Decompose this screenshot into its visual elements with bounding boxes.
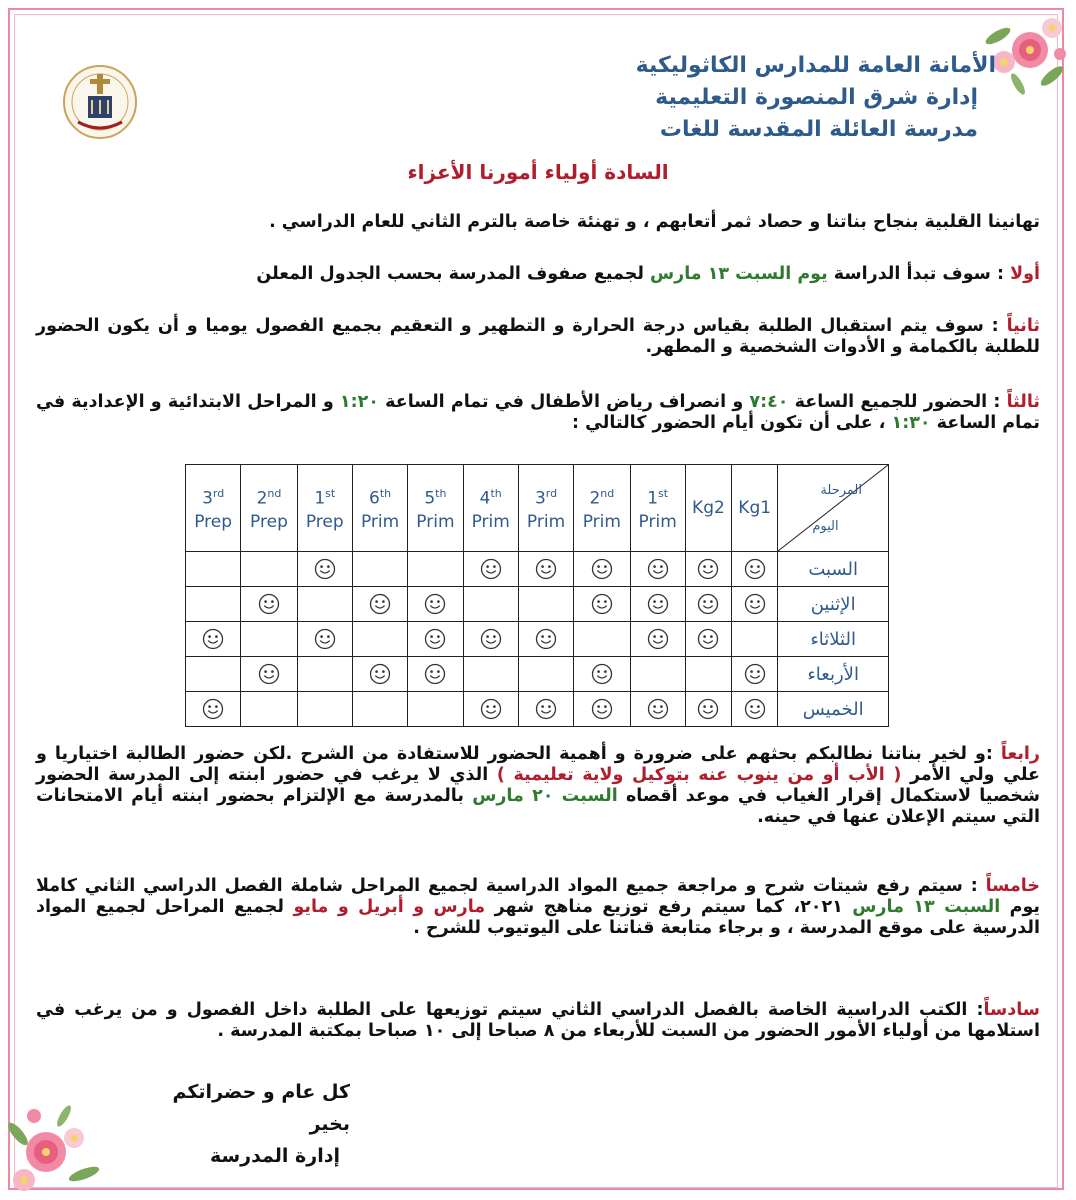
attendance-cell: [574, 552, 630, 587]
smiley-face-icon: [202, 699, 224, 719]
smiley-face-icon: [744, 594, 766, 614]
fourth-point-label: رابعاً: [1000, 744, 1040, 764]
column-header: [574, 465, 630, 552]
third-point-text-2: و انصراف رياض الأطفال في تمام الساعة: [378, 392, 750, 412]
attendance-cell: [352, 587, 407, 622]
fifth-point-text-2: ٢٠٢١، كما سيتم رفع توزيع مناهج شهر: [485, 897, 853, 917]
attendance-cell: [352, 692, 407, 727]
column-header: [186, 465, 241, 552]
attendance-cell: [352, 622, 407, 657]
day-label: السبت: [778, 552, 889, 587]
attendance-cell: [732, 657, 778, 692]
attendance-cell: [241, 692, 297, 727]
column-header-number: 6: [369, 488, 380, 509]
column-header-stage: Prim: [471, 512, 510, 533]
smiley-face-icon: [591, 699, 613, 719]
attendance-cell: [732, 587, 778, 622]
attendance-cell: [574, 657, 630, 692]
smiley-face-icon: [480, 699, 502, 719]
smiley-face-icon: [697, 629, 719, 649]
fifth-point-date: السبت ١٣ مارس: [852, 897, 1001, 917]
attendance-cell: [408, 657, 463, 692]
smiley-face-icon: [647, 629, 669, 649]
column-header: [352, 465, 407, 552]
column-header-number: 5: [424, 488, 436, 509]
attendance-cell: [630, 692, 685, 727]
column-header-stage: Prim: [582, 512, 621, 533]
attendance-cell: [630, 622, 685, 657]
day-label: الإثنين: [778, 587, 889, 622]
table-header-row: [186, 465, 889, 552]
attendance-cell: [518, 622, 573, 657]
attendance-cell: [732, 552, 778, 587]
attendance-cell: [241, 657, 297, 692]
column-header-number: 2: [256, 488, 268, 509]
attendance-cell: [685, 622, 731, 657]
third-point-text-1: : الحضور للجميع الساعة: [788, 392, 1007, 412]
attendance-cell: [630, 552, 685, 587]
fourth-point-guardian-note: ( الأب أو من ينوب عنه بتوكيل ولاية تعليمية ): [496, 765, 902, 785]
attendance-cell: [297, 657, 352, 692]
smiley-face-icon: [258, 594, 280, 614]
attendance-cell: [241, 622, 297, 657]
attendance-cell: [685, 657, 731, 692]
column-header: [297, 465, 352, 552]
third-point-text-4: ، على أن تكون أيام الحضور كالتالي :: [572, 413, 892, 433]
header-line-directorate: إدارة شرق المنصورة التعليمية: [655, 85, 978, 110]
column-header-stage: Prim: [638, 512, 677, 533]
fifth-point-text-3: لجميع المراحل لجميع المواد الدرسية على موقع المدرسة ، و برجاء متابعة قناتنا على اليوتيوب للشرح .: [36, 897, 1040, 938]
third-point-label: ثالثاً: [1006, 392, 1040, 412]
column-header-number: 3: [534, 488, 546, 509]
corner-label-day: اليوم: [812, 519, 839, 534]
smiley-face-icon: [647, 594, 669, 614]
smiley-face-icon: [369, 594, 391, 614]
attendance-cell: [685, 692, 731, 727]
attendance-cell: [463, 587, 518, 622]
intro-paragraph: تهانينا القلبية بنجاح بناتنا و حصاد ثمر أتعابهم ، و تهنئة خاصة بالترم الثاني للعام الدراسي .: [269, 212, 1040, 232]
attendance-cell: [297, 552, 352, 587]
attendance-cell: [408, 552, 463, 587]
column-header-ordinal: st: [325, 486, 336, 500]
column-header: [685, 465, 731, 552]
smiley-face-icon: [591, 594, 613, 614]
smiley-face-icon: [480, 559, 502, 579]
column-header-ordinal: rd: [545, 486, 558, 500]
attendance-cell: [186, 657, 241, 692]
column-header-number: 2: [589, 488, 601, 509]
column-header-stage: Prep: [305, 512, 344, 533]
column-header-number: 3: [202, 488, 213, 509]
sixth-point-text: : الكتب الدراسية الخاصة بالفصل الدراسي الثاني سيتم توزيعها على الطلبة داخل الفصول و من يرغب في استلامها من أولياء الأمور الحضور من السبت للأربعاء من ٨ صباحا إلى ١٠ صباحا بمكتبة المدرسة .: [36, 1000, 1040, 1041]
smiley-face-icon: [202, 629, 224, 649]
column-header: [408, 465, 463, 552]
smiley-face-icon: [424, 594, 446, 614]
attendance-cell: [574, 622, 630, 657]
attendance-cell: [732, 692, 778, 727]
smiley-face-icon: [744, 559, 766, 579]
attendance-cell: [574, 587, 630, 622]
smiley-face-icon: [744, 664, 766, 684]
attendance-cell: [463, 657, 518, 692]
attendance-cell: [518, 692, 573, 727]
sixth-point-label: سادساً: [983, 1000, 1040, 1020]
third-point: [36, 392, 1040, 434]
table-row: [186, 622, 889, 657]
day-label: الأربعاء: [778, 657, 889, 692]
fifth-point: [36, 876, 1040, 939]
header-line-secretariat: الأمانة العامة للمدارس الكاثوليكية: [635, 53, 996, 78]
smiley-face-icon: [697, 594, 719, 614]
attendance-cell: [408, 587, 463, 622]
smiley-face-icon: [535, 629, 557, 649]
smiley-face-icon: [535, 699, 557, 719]
fifth-point-label: خامساً: [985, 876, 1040, 896]
first-point-text-2: لجميع صفوف المدرسة بحسب الجدول المعلن: [256, 264, 650, 284]
attendance-cell: [241, 552, 297, 587]
attendance-cell: [630, 657, 685, 692]
attendance-cell: [574, 692, 630, 727]
column-header-ordinal: rd: [212, 486, 225, 500]
attendance-cell: [186, 692, 241, 727]
column-header-number: 1: [647, 488, 659, 509]
table-row: [186, 692, 889, 727]
fourth-point-text-3: بالمدرسة مع الإلتزام بحضور ابنته أيام الامتحانات التي سيتم الإعلان عنها في حينه.: [36, 786, 1040, 827]
third-point-time-schools: ١:٣٠: [891, 413, 931, 433]
attendance-cell: [630, 587, 685, 622]
attendance-cell: [297, 622, 352, 657]
column-header-ordinal: th: [490, 486, 502, 500]
column-header: [463, 465, 518, 552]
third-point-text-3: و المراحل الابتدائية و الإعدادية في تمام الساعة: [36, 392, 1040, 433]
corner-label-stage: المرحلة: [820, 483, 862, 498]
header-line-school-name: مدرسة العائلة المقدسة للغات: [659, 117, 978, 142]
attendance-cell: [408, 622, 463, 657]
sixth-point: [36, 1000, 1040, 1042]
column-header-label: Kg1: [738, 498, 772, 518]
school-header: [576, 50, 996, 146]
fifth-point-months: مارس و أبريل و مايو: [293, 897, 486, 917]
smiley-face-icon: [647, 559, 669, 579]
smiley-face-icon: [697, 699, 719, 719]
attendance-cell: [241, 587, 297, 622]
attendance-cell: [186, 587, 241, 622]
column-header-ordinal: nd: [267, 486, 282, 500]
fourth-point-text-1: :و لخير بناتنا نطالبكم بحثهم على ضرورة و أهمية الحضور للاستفادة من الشرح .لكن حضور الطالبة اختياريا و علي ولي الأمر: [36, 744, 1040, 785]
first-point-text-1: : سوف تبدأ الدراسة: [827, 264, 1011, 284]
signoff: [150, 1076, 350, 1172]
attendance-cell: [463, 552, 518, 587]
attendance-cell: [186, 552, 241, 587]
column-header-ordinal: th: [379, 486, 392, 500]
day-label: الثلاثاء: [778, 622, 889, 657]
table-row: [186, 587, 889, 622]
attendance-cell: [463, 622, 518, 657]
smiley-face-icon: [697, 559, 719, 579]
attendance-cell: [518, 552, 573, 587]
school-logo: [62, 64, 138, 140]
column-header: [241, 465, 297, 552]
smiley-face-icon: [591, 559, 613, 579]
attendance-schedule-table: [185, 464, 889, 727]
attendance-cell: [685, 552, 731, 587]
column-header-label: Kg2: [692, 498, 725, 518]
smiley-face-icon: [647, 699, 669, 719]
column-header-ordinal: th: [435, 486, 447, 500]
column-header-stage: Prep: [250, 512, 288, 533]
column-header-stage: Prim: [360, 512, 400, 533]
attendance-cell: [352, 552, 407, 587]
column-header-stage: Prim: [526, 512, 566, 533]
first-point: [36, 264, 1040, 285]
attendance-cell: [352, 657, 407, 692]
second-point-text: : سوف يتم استقبال الطلبة بقياس درجة الحرارة و التطهير و التعقيم بجميع الفصول يوميا و أن يكون الحضور للطلبة بالكمامة و الأدوات الشخصية و المطهر.: [36, 316, 1040, 357]
column-header: [732, 465, 778, 552]
table-row: [186, 657, 889, 692]
column-header-number: 4: [479, 488, 491, 509]
smiley-face-icon: [258, 664, 280, 684]
smiley-face-icon: [314, 629, 336, 649]
smiley-face-icon: [591, 664, 613, 684]
second-point-label: ثانياً: [1006, 316, 1040, 336]
column-header-ordinal: nd: [600, 486, 615, 500]
fifth-point-text-1: : سيتم رفع شيتات شرح و مراجعة جميع المواد الدراسية لجميع المراحل شاملة الفصل الدراسي الثاني كاملا يوم: [36, 876, 1041, 917]
attendance-cell: [518, 657, 573, 692]
attendance-cell: [408, 692, 463, 727]
first-point-label: أولا: [1010, 264, 1040, 284]
table-corner-cell: [778, 465, 889, 552]
third-point-time-kg: ١:٢٠: [339, 392, 379, 412]
day-label: الخميس: [778, 692, 889, 727]
fourth-point: [36, 744, 1040, 828]
fourth-point-deadline: السبت ٢٠ مارس: [472, 786, 618, 806]
attendance-cell: [297, 587, 352, 622]
column-header-stage: Prep: [194, 512, 233, 533]
flower-decoration-bottom-left: [4, 1094, 104, 1198]
attendance-cell: [297, 692, 352, 727]
attendance-cell: [685, 587, 731, 622]
column-header: [630, 465, 685, 552]
third-point-time-arrival: ٧:٤٠: [749, 392, 789, 412]
signoff-administration: إدارة المدرسة: [209, 1145, 340, 1167]
fourth-point-text-2: الذي لا يرغب في حضور ابنته إلى المدرسة الحضور شخصيا لاستكمال إقرار الغياب في موعد أقصاه: [36, 765, 1041, 806]
second-point: [36, 316, 1040, 358]
signoff-wishes: كل عام و حضراتكم بخير: [172, 1081, 350, 1135]
column-header-ordinal: st: [658, 486, 669, 500]
column-header-stage: Prim: [416, 512, 455, 533]
greeting-title: السادة أولياء أمورنا الأعزاء: [407, 160, 669, 184]
table-row: [186, 552, 889, 587]
smiley-face-icon: [535, 559, 557, 579]
smiley-face-icon: [369, 664, 391, 684]
column-header: [518, 465, 573, 552]
smiley-face-icon: [744, 699, 766, 719]
smiley-face-icon: [480, 629, 502, 649]
smiley-face-icon: [424, 629, 446, 649]
smiley-face-icon: [314, 559, 336, 579]
attendance-cell: [732, 622, 778, 657]
attendance-cell: [463, 692, 518, 727]
smiley-face-icon: [424, 664, 446, 684]
column-header-number: 1: [314, 488, 326, 509]
attendance-cell: [186, 622, 241, 657]
first-point-date: يوم السبت ١٣ مارس: [649, 264, 828, 284]
attendance-cell: [518, 587, 573, 622]
